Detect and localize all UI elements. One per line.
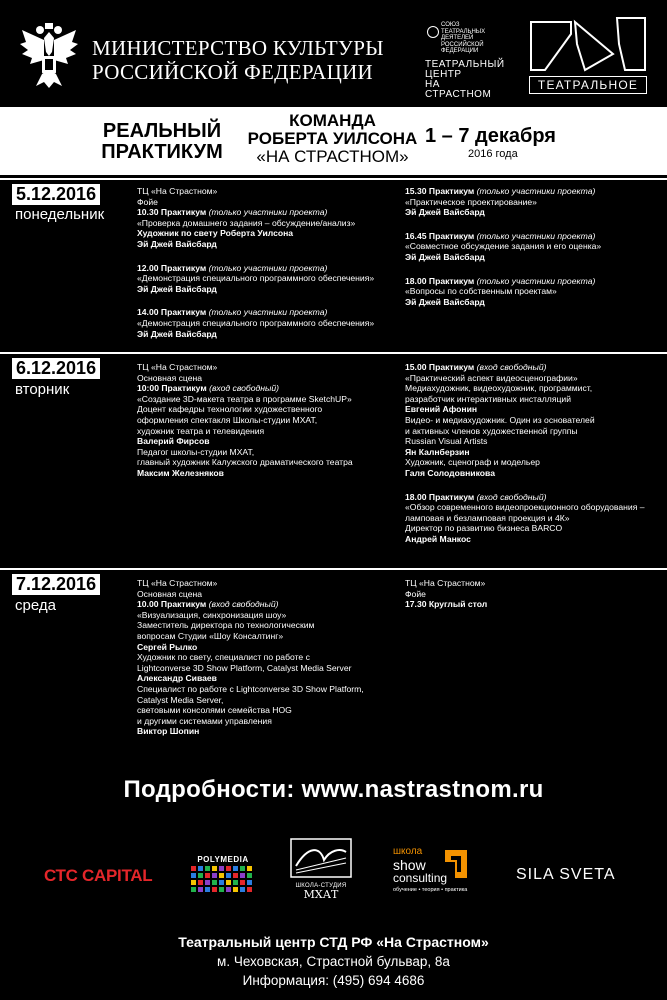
session-text: Эй Джей Вайсбард xyxy=(137,328,217,339)
session-line xyxy=(137,468,392,479)
session-text: Педагог школы-студии МХАТ, xyxy=(137,446,255,457)
day-3-right-column xyxy=(405,578,660,610)
session-line xyxy=(405,534,660,545)
session-line xyxy=(137,620,397,631)
session-text: 16.45 Практикум xyxy=(405,230,477,241)
session-line xyxy=(405,394,660,405)
banner-mid-line: РОБЕРТА УИЛСОНА xyxy=(247,129,418,148)
session-block xyxy=(137,307,392,339)
session-text: разработчик интерактивных инсталляций xyxy=(405,393,571,404)
session-line xyxy=(405,468,660,479)
session-line xyxy=(137,329,392,340)
weekday-label: понедельник xyxy=(15,206,105,223)
footer-address: м. Чеховская, Страстной бульвар, 8а xyxy=(217,954,450,969)
session-line xyxy=(137,373,392,384)
session-block xyxy=(405,492,660,545)
session-line xyxy=(137,415,392,426)
session-line xyxy=(137,207,392,218)
session-line xyxy=(137,695,397,706)
session-line xyxy=(405,589,660,600)
banner-dates: 1 – 7 декабря xyxy=(425,125,556,147)
banner-year: 2016 года xyxy=(468,148,518,160)
union-text xyxy=(441,22,501,55)
session-line xyxy=(405,523,660,534)
banner-left-line: РЕАЛЬНЫЙ xyxy=(102,120,222,142)
union-line: ФЕДЕРАЦИИ xyxy=(441,48,479,54)
block-gap xyxy=(137,250,392,263)
session-block xyxy=(137,186,392,250)
session-block xyxy=(137,263,392,295)
nastrastnom-line: ТЕАТРАЛЬНЫЙ xyxy=(425,59,505,70)
session-text: Медиахудожник, видеохудожник, программист, xyxy=(405,383,593,394)
session-text: Catalyst Media Server, xyxy=(137,694,224,705)
session-text: оформления спектакля Школы-студии МХАТ, xyxy=(137,414,318,425)
ministry-line-2: РОССИЙСКОЙ ФЕДЕРАЦИИ xyxy=(92,60,373,84)
session-text: 15.30 Практикум xyxy=(405,186,477,196)
session-line xyxy=(137,447,392,458)
session-line xyxy=(405,436,660,447)
nastrastnom-line: НА СТРАСТНОМ xyxy=(425,79,492,100)
session-text: главный художник Калужского драматического театра xyxy=(137,457,353,468)
session-text: (только участники проекта) xyxy=(208,307,328,318)
session-text: Сергей Рылко xyxy=(137,641,198,652)
session-text: Видео- и медиахудожник. Один из основателей xyxy=(405,414,595,425)
session-line xyxy=(405,599,660,610)
session-text: Фойе xyxy=(137,196,158,207)
session-line xyxy=(405,513,660,524)
union-line: РОССИЙСКОЙ xyxy=(441,41,484,48)
day-3-left-column xyxy=(137,578,397,737)
session-text: художник театра и телевидения xyxy=(137,425,265,436)
session-text: (вход свободный) xyxy=(476,362,547,372)
section-divider xyxy=(0,178,667,180)
mask-icon xyxy=(427,26,439,38)
session-text: «Практический аспект видеосценографии» xyxy=(405,372,578,383)
session-text: Основная сцена xyxy=(137,588,203,599)
teatralnoe-label: ТЕАТРАЛЬНОЕ xyxy=(529,76,647,94)
session-text: Специалист по работе с Lightconverse 3D Show Platform, xyxy=(137,683,364,694)
session-line xyxy=(137,673,397,684)
polymedia-grid-icon xyxy=(189,864,257,894)
session-line xyxy=(137,726,397,737)
session-line xyxy=(405,252,660,263)
session-text: «Обзор современного видеопроекционного оборудования – xyxy=(405,502,645,513)
details-link[interactable]: Подробности: www.nastrastnom.ru xyxy=(123,776,544,803)
session-line xyxy=(405,231,660,242)
session-line xyxy=(137,284,392,295)
session-text: (вход свободный) xyxy=(476,491,547,502)
session-line xyxy=(137,436,392,447)
session-line xyxy=(137,663,397,674)
session-line xyxy=(405,186,660,197)
session-text: 10.00 Практикум xyxy=(137,599,209,610)
show-word: show xyxy=(393,857,426,873)
ctc-capital-logo: СТС CAPITAL xyxy=(44,866,153,885)
session-line xyxy=(137,239,392,250)
session-text: 18.00 Практикум xyxy=(405,275,477,286)
session-text: Максим Железняков xyxy=(137,467,224,478)
session-line xyxy=(137,318,392,329)
date-badge: 7.12.2016 xyxy=(12,574,100,595)
session-block xyxy=(137,578,397,737)
polymedia-logo xyxy=(189,855,257,899)
block-gap xyxy=(137,294,392,307)
session-text: 10.30 Практикум xyxy=(137,207,209,218)
session-text: Фойе xyxy=(405,588,426,599)
session-block xyxy=(405,578,660,610)
section-divider xyxy=(0,568,667,570)
session-text: Russian Visual Artists xyxy=(405,436,488,447)
session-line xyxy=(405,415,660,426)
session-line xyxy=(405,276,660,287)
session-text: (только участники проекта) xyxy=(476,186,596,196)
session-line xyxy=(137,652,397,663)
session-line xyxy=(405,297,660,308)
mhat-logo xyxy=(290,838,352,901)
day-1-right-column xyxy=(405,186,660,307)
session-text: Заместитель директора по технологическим xyxy=(137,620,315,631)
section-divider xyxy=(0,352,667,354)
union-line: ТЕАТРАЛЬНЫХ xyxy=(441,28,486,35)
session-line xyxy=(137,457,392,468)
session-line xyxy=(137,197,392,208)
session-block xyxy=(405,362,660,479)
session-line xyxy=(137,404,392,415)
session-line xyxy=(137,631,397,642)
polymedia-name: POLYMEDIA xyxy=(197,855,249,864)
show-school: школа xyxy=(393,846,423,857)
session-block xyxy=(405,276,660,308)
footer-phone: Информация: (495) 694 4686 xyxy=(242,973,425,988)
session-text: (только участники проекта) xyxy=(208,207,328,218)
session-line xyxy=(137,273,392,284)
session-text: вопросам Студии «Шоу Консалтинг» xyxy=(137,630,284,641)
session-text: Доцент кафедры технологии художественного xyxy=(137,404,323,415)
block-gap xyxy=(405,479,660,492)
session-line xyxy=(137,307,392,318)
union-line: ДЕЯТЕЛЕЙ xyxy=(441,35,474,41)
date-badge: 6.12.2016 xyxy=(12,358,100,379)
weekday-label: среда xyxy=(15,597,56,614)
session-line xyxy=(405,457,660,468)
session-text: Директор по развитию бизнеса BARCO xyxy=(405,523,563,534)
session-text: Эй Джей Вайсбард xyxy=(405,207,485,218)
session-text: «Совместное обсуждение задания и его оценка» xyxy=(405,241,602,252)
session-line xyxy=(137,716,397,727)
session-text: Андрей Манкос xyxy=(405,533,471,544)
session-line xyxy=(137,684,397,695)
session-text: (только участники проекта) xyxy=(208,262,328,273)
session-line xyxy=(405,492,660,503)
session-text: Эй Джей Вайсбард xyxy=(137,238,217,249)
session-line xyxy=(137,705,397,716)
ministry-line-1: МИНИСТЕРСТВО КУЛЬТУРЫ xyxy=(92,36,384,60)
day-1-left-column xyxy=(137,186,392,339)
session-text: Эй Джей Вайсбард xyxy=(405,251,485,262)
session-line xyxy=(405,383,660,394)
session-line xyxy=(405,241,660,252)
session-text: «Вопросы по собственным проектам» xyxy=(405,286,557,297)
mhat-name: МХАТ xyxy=(303,888,339,901)
session-line xyxy=(405,502,660,513)
session-text: «Визуализация, синхронизация шоу» xyxy=(137,609,287,620)
session-line xyxy=(137,263,392,274)
show-tagline: обучение • теория • практика xyxy=(393,887,468,893)
date-badge: 5.12.2016 xyxy=(12,184,100,205)
session-text: Художник по свету Роберта Уилсона xyxy=(137,228,294,239)
weekday-label: вторник xyxy=(15,381,70,398)
block-gap xyxy=(405,218,660,231)
footer-theatre-name: Театральный центр СТД РФ «На Страстном» xyxy=(178,934,489,950)
session-line xyxy=(137,383,392,394)
session-text: Виктор Шопин xyxy=(137,726,200,737)
teatralnoe-logo xyxy=(523,14,651,94)
block-gap xyxy=(405,263,660,276)
session-line xyxy=(137,589,397,600)
banner-left-line: ПРАКТИКУМ xyxy=(101,141,223,163)
session-line xyxy=(137,218,392,229)
session-text: (вход свободный) xyxy=(208,599,279,610)
session-text: ламповая и безламповая проекция и 4К» xyxy=(405,512,570,523)
session-block xyxy=(405,231,660,263)
session-block xyxy=(137,362,392,479)
union-line: СОЮЗ xyxy=(441,22,460,28)
banner-practicum xyxy=(92,121,232,163)
sila-sveta-logo: SILA SVETA xyxy=(516,866,616,883)
banner-team xyxy=(245,112,420,166)
session-text: Художник по свету, специалист по работе с xyxy=(137,652,310,663)
session-line xyxy=(137,362,392,373)
session-line xyxy=(405,362,660,373)
day-2-left-column xyxy=(137,362,392,479)
session-line xyxy=(405,207,660,218)
day-2-right-column xyxy=(405,362,660,545)
session-text: Валерий Фирсов xyxy=(137,436,210,447)
mhat-sub: ШКОЛА-СТУДИЯ xyxy=(295,883,347,889)
session-text: 17.30 Круглый стол xyxy=(405,599,488,610)
session-line xyxy=(137,228,392,239)
session-line xyxy=(405,426,660,437)
session-line xyxy=(137,578,397,589)
session-text: и другими системами управления xyxy=(137,715,272,726)
session-line xyxy=(405,373,660,384)
session-text: «Проверка домашнего задания – обсуждение/анализ» xyxy=(137,217,356,228)
nastrastnom-line: ЦЕНТР xyxy=(425,69,462,80)
session-text: Ян Калнберзин xyxy=(405,446,470,457)
nastrastnom-logo-text xyxy=(425,60,505,100)
session-text: (только участники проекта) xyxy=(476,275,596,286)
session-line xyxy=(137,426,392,437)
session-line xyxy=(137,186,392,197)
session-block xyxy=(405,186,660,218)
session-text: ТЦ «На Страстном» xyxy=(137,362,218,372)
session-text: Lightconverse 3D Show Platform, Catalyst Media Server xyxy=(137,662,352,673)
session-text: (вход свободный) xyxy=(209,383,279,394)
session-text: световыми консолями семейства HOG xyxy=(137,705,292,716)
ministry-title xyxy=(92,36,384,84)
session-line xyxy=(405,286,660,297)
session-text: 10:00 Практикум xyxy=(137,383,210,394)
session-text: ТЦ «На Страстном» xyxy=(137,578,218,588)
session-text: «Создание 3D-макета театра в программе SketchUP» xyxy=(137,393,352,404)
session-text: Основная сцена xyxy=(137,372,203,383)
session-text: Эй Джей Вайсбард xyxy=(405,296,485,307)
session-text: «Практическое проектирование» xyxy=(405,196,537,207)
session-line xyxy=(405,447,660,458)
title-banner xyxy=(0,107,667,175)
session-text: 18.00 Практикум xyxy=(405,491,477,502)
session-text: 12.00 Практикум xyxy=(137,262,209,273)
session-text: Галя Солодовникова xyxy=(405,467,495,478)
mhat-seagull-icon xyxy=(290,838,352,878)
session-text: ТЦ «На Страстном» xyxy=(405,578,486,588)
session-text: и активных членов художественной группы xyxy=(405,425,578,436)
session-line xyxy=(137,599,397,610)
session-line xyxy=(137,394,392,405)
session-line xyxy=(137,610,397,621)
session-text: Александр Сиваев xyxy=(137,673,217,684)
session-text: «Демонстрация специального программного обеспечения» xyxy=(137,317,375,328)
session-text: 14.00 Практикум xyxy=(137,307,209,318)
session-text: Эй Джей Вайсбард xyxy=(137,283,217,294)
banner-mid-line: КОМАНДА xyxy=(289,111,376,130)
session-line xyxy=(405,404,660,415)
banner-mid-line: «НА СТРАСТНОМ» xyxy=(256,147,409,166)
session-text: Евгений Афонин xyxy=(405,404,478,415)
session-text: ТЦ «На Страстном» xyxy=(137,186,218,196)
session-text: 15.00 Практикум xyxy=(405,362,477,372)
consulting-word: consulting xyxy=(393,871,448,885)
session-text: (только участники проекта) xyxy=(476,230,596,241)
session-text: «Демонстрация специального программного обеспечения» xyxy=(137,273,375,284)
eagle-emblem-icon xyxy=(18,22,80,90)
session-line xyxy=(405,578,660,589)
teatralnoe-mark-icon xyxy=(523,14,651,76)
session-line xyxy=(137,642,397,653)
session-text: Художник, сценограф и модельер xyxy=(405,457,540,468)
session-line xyxy=(405,197,660,208)
